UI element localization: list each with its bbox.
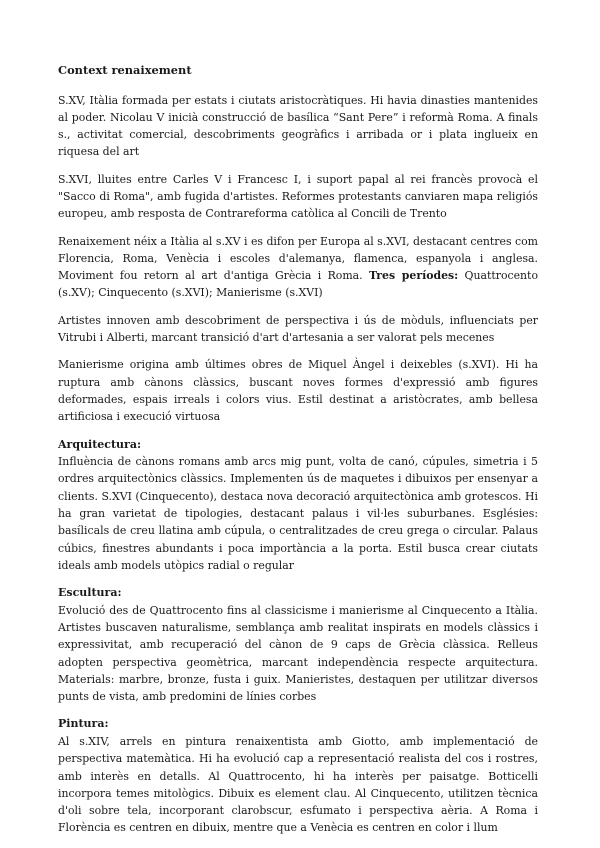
section-escultura: [58, 584, 538, 705]
page-title: Context renaixement: [58, 63, 192, 77]
paragraph-manierisme: Manierisme origina amb últimes obres de Miquel Àngel i deixebles (s.XVI). Hi ha ruptura amb cànons clàssics, buscant noves formes d'expressió amb figures deformades, espais irreals i colors vius. Estil destinat a aristòcrates, amb bellesa artificiosa i execució virtuosa: [58, 358, 538, 424]
document-body: [58, 62, 538, 847]
renaixement-text-before: Renaixement néix a Itàlia al s.XV i es difon per Europa al s.XVI, destacant centres com Florencia, Roma, Venècia i escoles d'alemanya, flamenca, espanyola i anglesa. Moviment fou retorn al art d'antiga Grècia i Roma.: [58, 234, 538, 283]
section-heading: Escultura:: [58, 586, 122, 600]
section-text: Evolució des de Quattrocento fins al classicisme i manierisme al Cinquecento a Itàlia. Artistes buscaven naturalisme, semblança amb realitat inspirats en models clàssics i expressivitat, amb recuperació del cànon de 9 caps de Grècia clàssica. Relleus adopten perspectiva geomètrica, marcant independència respecte arquitectura. Materials: marbre, bronze, fusta i guix. Manieristes, destaquen per utilitzar diversos punts de vista, amb predomini de línies corbes: [58, 603, 538, 704]
section-text: Influència de cànons romans amb arcs mig punt, volta de canó, cúpules, simetria i 5 ordres arquitectònics clàssics. Implementen ús de maquetes i dibuixos per ensenyar a clients. S.XVI (Cinquecento), destaca nova decoració arquitectònica amb grotescos. Hi ha gran varietat de tipologies, destacant palaus i vil·les suburbanes. Esglésies: basílicals de creu llatina amb cúpula, o centralitzades de creu grega o circular. Palaus cúbics, finestres abundants i poca importància a la porta. Estil busca crear ciutats ideals amb models utòpics radial o regular: [58, 455, 538, 572]
section-heading: Arquitectura:: [58, 437, 142, 451]
paragraph-sxv: S.XV, Itàlia formada per estats i ciutats aristocràtiques. Hi havia dinasties mantenides al poder. Nicolau V inicià construcció de basílica “Sant Pere” i reformà Roma. A finals s., activitat comercial, descobriments geogràfics i arribada or i plata inglueix en riquesa del art: [58, 93, 538, 159]
periods-label: Tres períodes:: [369, 269, 459, 283]
section-arquitectura: [58, 436, 538, 575]
paragraph-renaixement: [58, 233, 538, 302]
paragraph-artistes: Artistes innoven amb descobriment de perspectiva i ús de mòduls, influenciats per Vitrubi i Alberti, marcant transició d'art d'artesania a ser valorat pels mecenes: [58, 313, 538, 345]
paragraph-sxvi: S.XVI, lluites entre Carles V i Francesc I, i suport papal al rei francès provocà el "Sacco di Roma", amb fugida d'artistes. Reformes protestants canviaren mapa religiós europeu, amb resposta de Contrareforma catòlica al Concili de Trento: [58, 172, 538, 221]
section-text: Al s.XIV, arrels en pintura renaixentista amb Giotto, amb implementació de perspectiva matemàtica. Hi ha evolució cap a representació realista del cos i rostres, amb interès en detalls. Al Quattrocento, hi ha interès per paisatge. Botticelli incorpora temes mitològics. Dibuix es element clau. Al Cinquecento, utilitzen tècnica d'oli sobre tela, incorporant clarobscur, esfumato i perspectiva aèria. A Roma i Florència es centren en dibuix, mentre que a Venècia es centren en color i llum: [58, 734, 538, 835]
renaixement-text-after: Quattrocento (s.XV); Cinquecento (s.XVI); Manierisme (s.XVI): [58, 269, 538, 300]
section-heading: Pintura:: [58, 717, 109, 731]
section-pintura: [58, 715, 538, 836]
